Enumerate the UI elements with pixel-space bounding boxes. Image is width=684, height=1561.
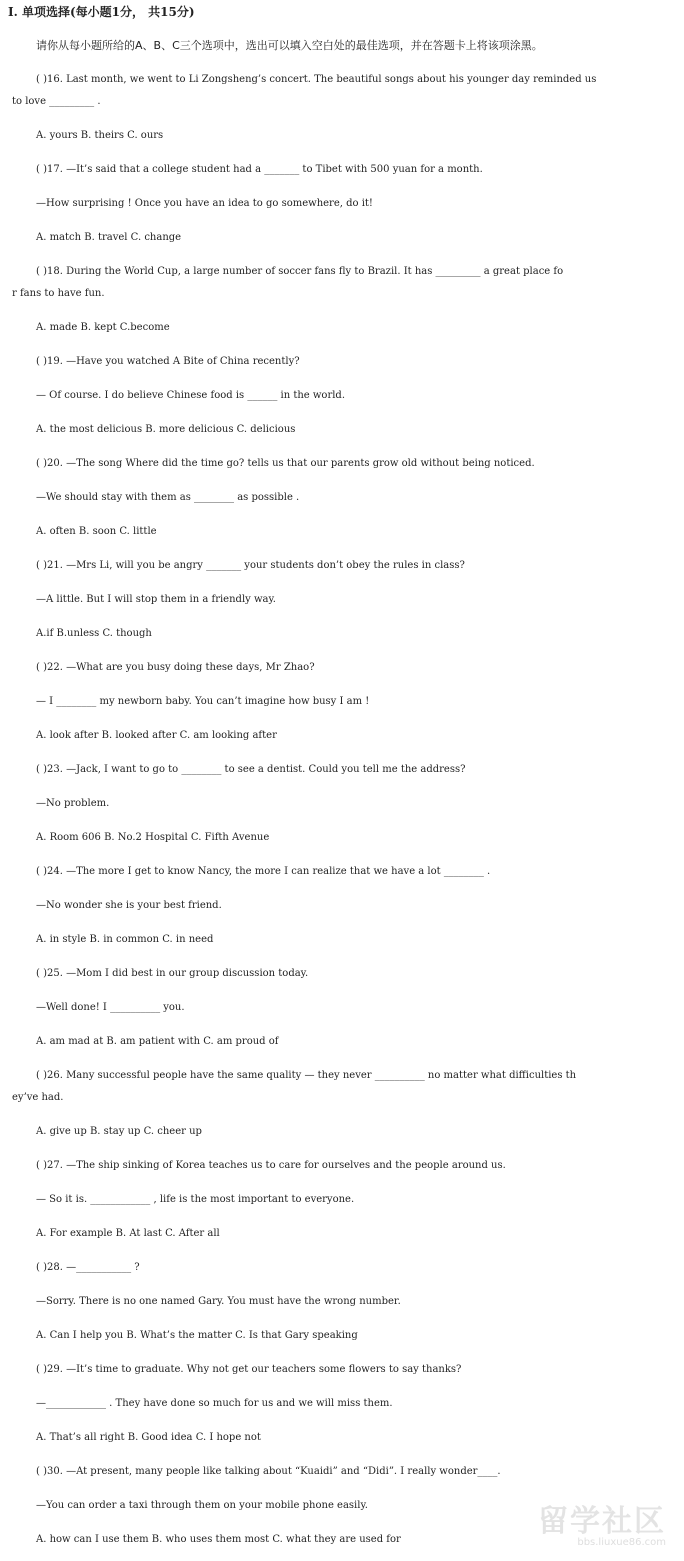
q28-options: A. Can I help you B. What’s the matter C. Is that Gary speaking xyxy=(36,1330,358,1341)
q21-options: A.if B.unless C. though xyxy=(36,628,152,639)
q17-reply: —How surprising ! Once you have an idea to go somewhere, do it! xyxy=(36,198,373,209)
q22-options: A. look after B. looked after C. am looking after xyxy=(36,730,277,741)
q29-reply: —____________ . They have done so much for us and we will miss them. xyxy=(36,1398,393,1409)
q20-stem: ( )20. —The song Where did the time go? tells us that our parents grow old without being noticed. xyxy=(36,458,535,469)
q21-reply: —A little. But I will stop them in a friendly way. xyxy=(36,594,276,605)
q19-stem: ( )19. —Have you watched A Bite of China recently? xyxy=(36,356,300,367)
q27-options: A. For example B. At last C. After all xyxy=(36,1228,220,1239)
q30-stem: ( )30. —At present, many people like talking about “Kuaidi” and “Didi”. I really wonder____. xyxy=(36,1466,501,1477)
q24-options: A. in style B. in common C. in need xyxy=(36,934,214,945)
q16-stem: ( )16. Last month, we went to Li Zongsheng’s concert. The beautiful songs about his younger day reminded us xyxy=(36,74,597,85)
q26-options: A. give up B. stay up C. cheer up xyxy=(36,1126,202,1137)
q27-stem: ( )27. —The ship sinking of Korea teaches us to care for ourselves and the people around us. xyxy=(36,1160,506,1171)
watermark-url: bbs.liuxue86.com xyxy=(577,1537,666,1548)
q20-options: A. often B. soon C. little xyxy=(36,526,157,537)
q28-reply: —Sorry. There is no one named Gary. You must have the wrong number. xyxy=(36,1296,401,1307)
q24-reply: —No wonder she is your best friend. xyxy=(36,900,222,911)
q19-reply: — Of course. I do believe Chinese food is ______ in the world. xyxy=(36,390,346,401)
q23-stem: ( )23. —Jack, I want to go to ________ to see a dentist. Could you tell me the address? xyxy=(36,764,466,775)
q29-options: A. That’s all right B. Good idea C. I hope not xyxy=(36,1432,261,1443)
watermark-logo xyxy=(500,1505,670,1551)
q17-options: A. match B. travel C. change xyxy=(36,232,182,243)
q30-options: A. how can I use them B. who uses them most C. what they are used for xyxy=(36,1534,401,1545)
q25-options: A. am mad at B. am patient with C. am proud of xyxy=(36,1036,279,1047)
q19-options: A. the most delicious B. more delicious C. delicious xyxy=(36,424,296,435)
q18-stem-cont: r fans to have fun. xyxy=(12,288,105,299)
q26-stem-cont: ey’ve had. xyxy=(12,1092,64,1103)
section-heading: I. 单项选择(每小题1分， 共15分) xyxy=(8,5,195,19)
q29-stem: ( )29. —It’s time to graduate. Why not get our teachers some flowers to say thanks? xyxy=(36,1364,462,1375)
q30-reply: —You can order a taxi through them on your mobile phone easily. xyxy=(36,1500,368,1511)
q25-stem: ( )25. —Mom I did best in our group discussion today. xyxy=(36,968,309,979)
watermark-title: 留学社区 xyxy=(538,1504,666,1539)
q21-stem: ( )21. —Mrs Li, will you be angry _______ your students don’t obey the rules in class? xyxy=(36,560,465,571)
q28-stem: ( )28. —___________ ? xyxy=(36,1262,140,1273)
q24-stem: ( )24. —The more I get to know Nancy, the more I can realize that we have a lot ________ . xyxy=(36,866,491,877)
q16-options: A. yours B. theirs C. ours xyxy=(36,130,164,141)
q23-reply: —No problem. xyxy=(36,798,110,809)
q20-reply: —We should stay with them as ________ as possible . xyxy=(36,492,300,503)
q25-reply: —Well done! I __________ you. xyxy=(36,1002,185,1013)
section-instruction: 请你从每小题所给的A、B、C三个选项中，选出可以填入空白处的最佳选项，并在答题卡上将该项涂黑。 xyxy=(36,39,543,52)
q18-stem: ( )18. During the World Cup, a large number of soccer fans fly to Brazil. It has _________ a great place fo xyxy=(36,266,564,277)
q17-stem: ( )17. —It’s said that a college student had a _______ to Tibet with 500 yuan for a month. xyxy=(36,164,483,175)
q22-reply: — I ________ my newborn baby. You can’t imagine how busy I am ! xyxy=(36,696,370,707)
q23-options: A. Room 606 B. No.2 Hospital C. Fifth Avenue xyxy=(36,832,270,843)
q22-stem: ( )22. —What are you busy doing these days, Mr Zhao? xyxy=(36,662,315,673)
q26-stem: ( )26. Many successful people have the same quality — they never __________ no matter what difficulties th xyxy=(36,1070,577,1081)
q16-stem-cont: to love _________ . xyxy=(12,96,101,107)
q27-reply: — So it is. ____________ , life is the most important to everyone. xyxy=(36,1194,355,1205)
q18-options: A. made B. kept C.become xyxy=(36,322,170,333)
